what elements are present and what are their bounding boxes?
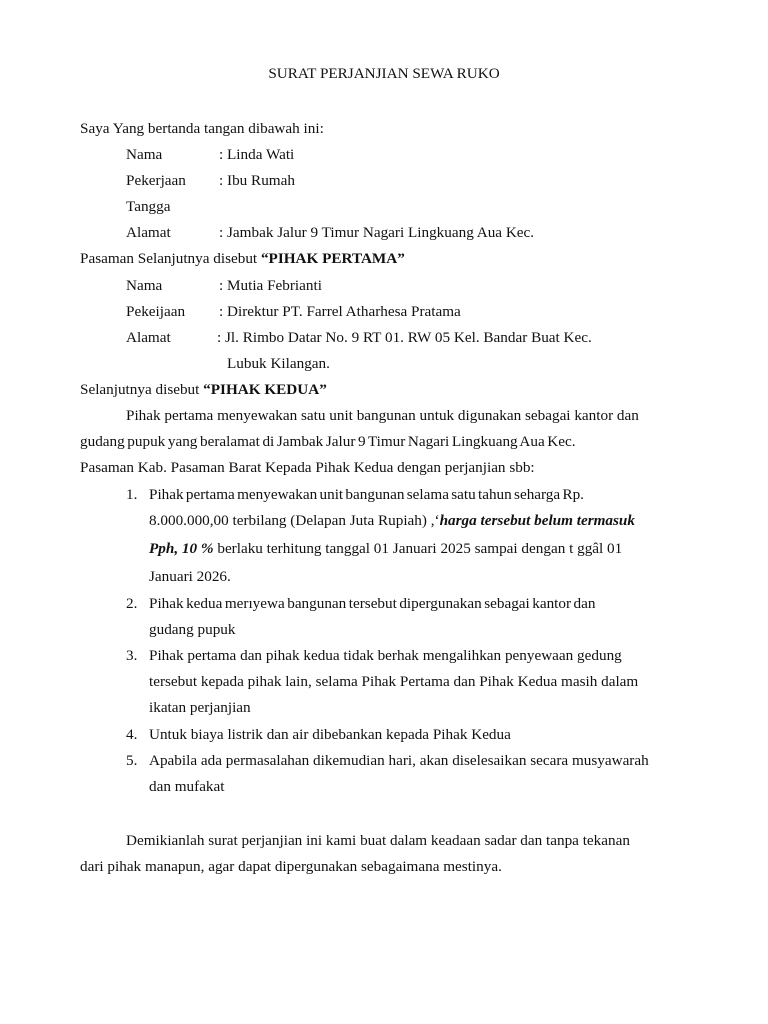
- list-item-1-line2: [149, 511, 635, 531]
- list-item-2-line1: Pihak kedua merıyewa bangunan tersebut dipergunakan sebagai kantor dan: [149, 595, 596, 612]
- party2-job-label: Pekeijaan: [126, 303, 186, 320]
- intro-text: Saya Yang bertanda tangan dibawah ini:: [80, 120, 324, 137]
- party2-job-value: : Direktur PT. Farrel Atharhesa Pratama: [219, 303, 461, 320]
- list-item-number: 4.: [126, 726, 138, 743]
- paragraph1-line2: gudang pupuk yang beralamat di Jambak Jalur 9 Timur Nagari Lingkuang Aua Kec.: [80, 433, 576, 450]
- list-item-1-line3-emphasis: Pph, 10 %: [149, 540, 214, 557]
- party2-designation-prefix: Selanjutnya disebut: [80, 381, 204, 398]
- list-item-1-line2-plain: 8.000.000,00 terbilang (Delapan Juta Rupiah) ,‘: [149, 512, 440, 529]
- paragraph1-line1: Pihak pertama menyewakan satu unit bangunan untuk digunakan sebagai kantor dan: [126, 407, 639, 424]
- list-item-5-line1: Apabila ada permasalahan dikemudian hari, akan diselesaikan secara musyawarah: [149, 752, 649, 769]
- document-title: SURAT PERJANJIAN SEWA RUKO: [268, 65, 500, 82]
- party2-name-value: : Mutia Febrianti: [219, 277, 322, 294]
- paragraph1-line3: Pasaman Kab. Pasaman Barat Kepada Pihak Kedua dengan perjanjian sbb:: [80, 459, 535, 476]
- party1-job-value: : Ibu Rumah: [219, 172, 295, 189]
- party2-address-value: : Jl. Rimbo Datar No. 9 RT 01. RW 05 Kel. Bandar Buat Kec.: [217, 329, 592, 346]
- list-item-1-line4: Januari 2026.: [149, 568, 231, 585]
- party1-name-label: Nama: [126, 146, 163, 163]
- party2-address-value-continued: Lubuk Kilangan.: [227, 355, 330, 372]
- party1-designation: [80, 249, 405, 269]
- list-item-2-line2: gudang pupuk: [149, 621, 236, 638]
- party2-name-label: Nama: [126, 277, 163, 294]
- list-item-1-line2-emphasis: harga tersebut belum termasuk: [439, 512, 635, 529]
- list-item-number: 1.: [126, 486, 138, 503]
- list-item-5-line2: dan mufakat: [149, 778, 225, 795]
- party1-designation-prefix: Pasaman Selanjutnya disebut: [80, 250, 261, 267]
- party1-name-value: : Linda Wati: [219, 146, 295, 163]
- party1-address-label: Alamat: [126, 224, 171, 241]
- party1-address-value: : Jambak Jalur 9 Timur Nagari Lingkuang Aua Kec.: [219, 224, 535, 241]
- party1-job-label: Pekerjaan: [126, 172, 186, 189]
- party1-job-label-continued: Tangga: [126, 198, 171, 215]
- list-item-3-line3: ikatan perjanjian: [149, 699, 251, 716]
- list-item-3-line2: tersebut kepada pihak lain, selama Pihak Pertama dan Pihak Kedua masih dalam: [149, 673, 639, 690]
- party2-designation-bold: “PIHAK KEDUA”: [203, 381, 327, 398]
- party1-designation-bold: “PIHAK PERTAMA”: [260, 250, 405, 267]
- list-item-4-line1: Untuk biaya listrik dan air dibebankan kepada Pihak Kedua: [149, 726, 511, 743]
- list-item-3-line1: Pihak pertama dan pihak kedua tidak berhak mengalihkan penyewaan gedung: [149, 647, 622, 664]
- party2-address-label: Alamat: [126, 329, 171, 346]
- closing-line1: Demikianlah surat perjanjian ini kami buat dalam keadaan sadar dan tanpa tekanan: [126, 832, 630, 849]
- list-item-1-line3: [149, 539, 622, 559]
- party2-designation: [80, 380, 327, 400]
- list-item-number: 2.: [126, 595, 138, 612]
- list-item-number: 5.: [126, 752, 138, 769]
- list-item-1-line3-plain: berlaku terhitung tanggal 01 Januari 2025 sampai dengan t ggâl 01: [213, 540, 623, 557]
- list-item-number: 3.: [126, 647, 138, 664]
- closing-line2: dari pihak manapun, agar dapat dipergunakan sebagaimana mestinya.: [80, 858, 502, 875]
- list-item-1-line1: Pihak pertama menyewakan unit bangunan selama satu tahun seharga Rp.: [149, 486, 584, 503]
